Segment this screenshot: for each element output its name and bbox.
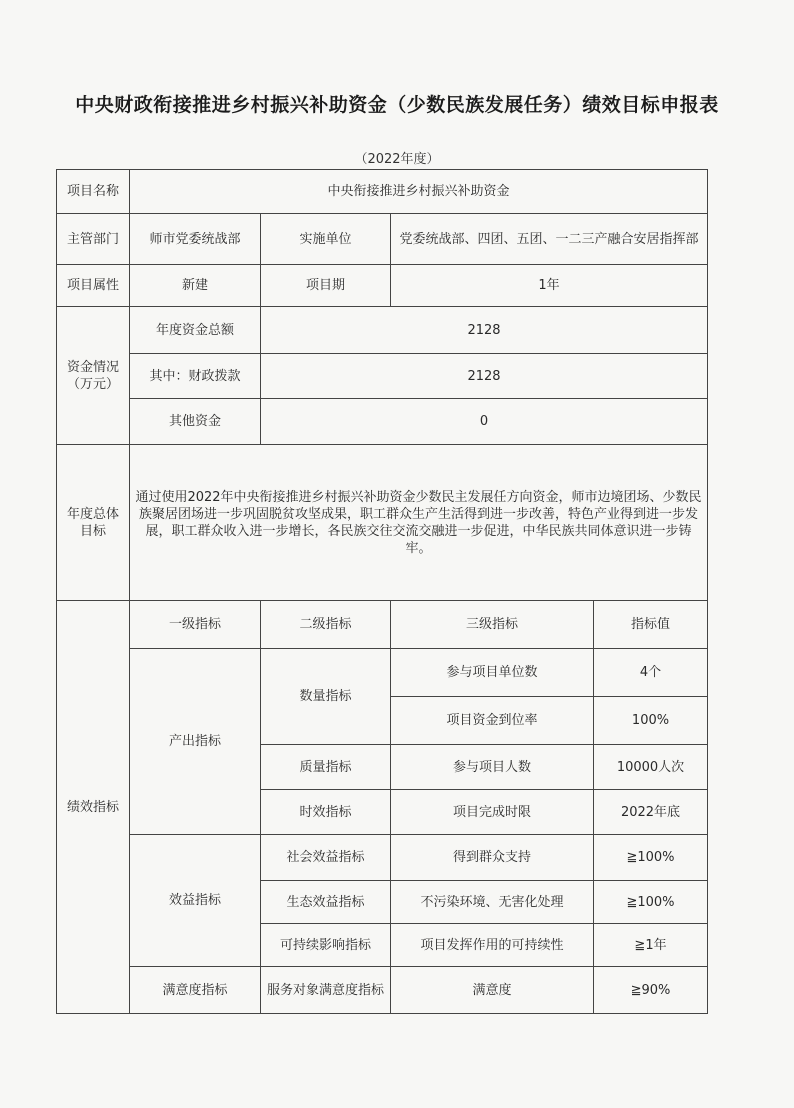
header-level1: 一级指标 xyxy=(130,601,261,649)
goal-label: 年度总体目标 xyxy=(57,445,130,601)
satisfaction-indicator: 满意度指标 xyxy=(130,967,261,1014)
form-year: （2022年度） xyxy=(354,152,440,167)
header-level2: 二级指标 xyxy=(261,601,391,649)
timeliness-indicator: 时效指标 xyxy=(261,790,391,835)
quality-indicator: 质量指标 xyxy=(261,745,391,790)
attr-label: 项目属性 xyxy=(57,265,130,307)
dept-label: 主管部门 xyxy=(57,214,130,265)
impl-value: 党委统战部、四团、五团、一二三产融合安居指挥部 xyxy=(391,214,708,265)
funds-fiscal-value: 2128 xyxy=(261,354,708,399)
perf-label: 绩效指标 xyxy=(57,601,130,1014)
project-name-value: 中央衔接推进乡村振兴补助资金 xyxy=(130,170,708,214)
value-sustain: ≧1年 xyxy=(594,924,708,967)
form-title: 中央财政衔接推进乡村振兴补助资金（少数民族发展任务）绩效目标申报表 xyxy=(75,94,719,116)
period-label: 项目期 xyxy=(261,265,391,307)
funds-label: 资金情况（万元） xyxy=(57,307,130,445)
funds-total-value: 2128 xyxy=(261,307,708,354)
funds-fiscal-label: 其中：财政拨款 xyxy=(130,354,261,399)
performance-target-table xyxy=(56,169,708,1014)
indicator-satisfaction: 满意度 xyxy=(391,967,594,1014)
indicator-q1: 参与项目单位数 xyxy=(391,649,594,697)
funds-total-label: 年度资金总额 xyxy=(130,307,261,354)
indicator-social: 得到群众支持 xyxy=(391,835,594,881)
header-value: 指标值 xyxy=(594,601,708,649)
value-quality: 10000人次 xyxy=(594,745,708,790)
value-satisfaction: ≧90% xyxy=(594,967,708,1014)
header-level3: 三级指标 xyxy=(391,601,594,649)
social-indicator: 社会效益指标 xyxy=(261,835,391,881)
value-q2: 100% xyxy=(594,697,708,745)
funds-other-label: 其他资金 xyxy=(130,399,261,445)
output-indicator: 产出指标 xyxy=(130,649,261,835)
indicator-sustain: 项目发挥作用的可持续性 xyxy=(391,924,594,967)
quantity-indicator: 数量指标 xyxy=(261,649,391,745)
service-indicator: 服务对象满意度指标 xyxy=(261,967,391,1014)
value-eco: ≧100% xyxy=(594,881,708,924)
impl-label: 实施单位 xyxy=(261,214,391,265)
funds-other-value: 0 xyxy=(261,399,708,445)
indicator-eco: 不污染环境、无害化处理 xyxy=(391,881,594,924)
period-value: 1年 xyxy=(391,265,708,307)
benefit-indicator: 效益指标 xyxy=(130,835,261,967)
value-q1: 4个 xyxy=(594,649,708,697)
indicator-time: 项目完成时限 xyxy=(391,790,594,835)
indicator-q2: 项目资金到位率 xyxy=(391,697,594,745)
attr-value: 新建 xyxy=(130,265,261,307)
dept-value: 师市党委统战部 xyxy=(130,214,261,265)
eco-indicator: 生态效益指标 xyxy=(261,881,391,924)
project-name-label: 项目名称 xyxy=(57,170,130,214)
value-time: 2022年底 xyxy=(594,790,708,835)
goal-text: 通过使用2022年中央衔接推进乡村振兴补助资金少数民主发展任方向资金，师市边境团场、少数民族聚居团场进一步巩固脱贫攻坚成果，职工群众生产生活得到进一步改善，特色产业得到进一步发展，职工群众收入进一步增长，各民族交往交流交融进一步促进，中华民族共同体意识进一步铸牢。 xyxy=(130,445,708,601)
indicator-quality: 参与项目人数 xyxy=(391,745,594,790)
value-social: ≧100% xyxy=(594,835,708,881)
sustain-indicator: 可持续影响指标 xyxy=(261,924,391,967)
